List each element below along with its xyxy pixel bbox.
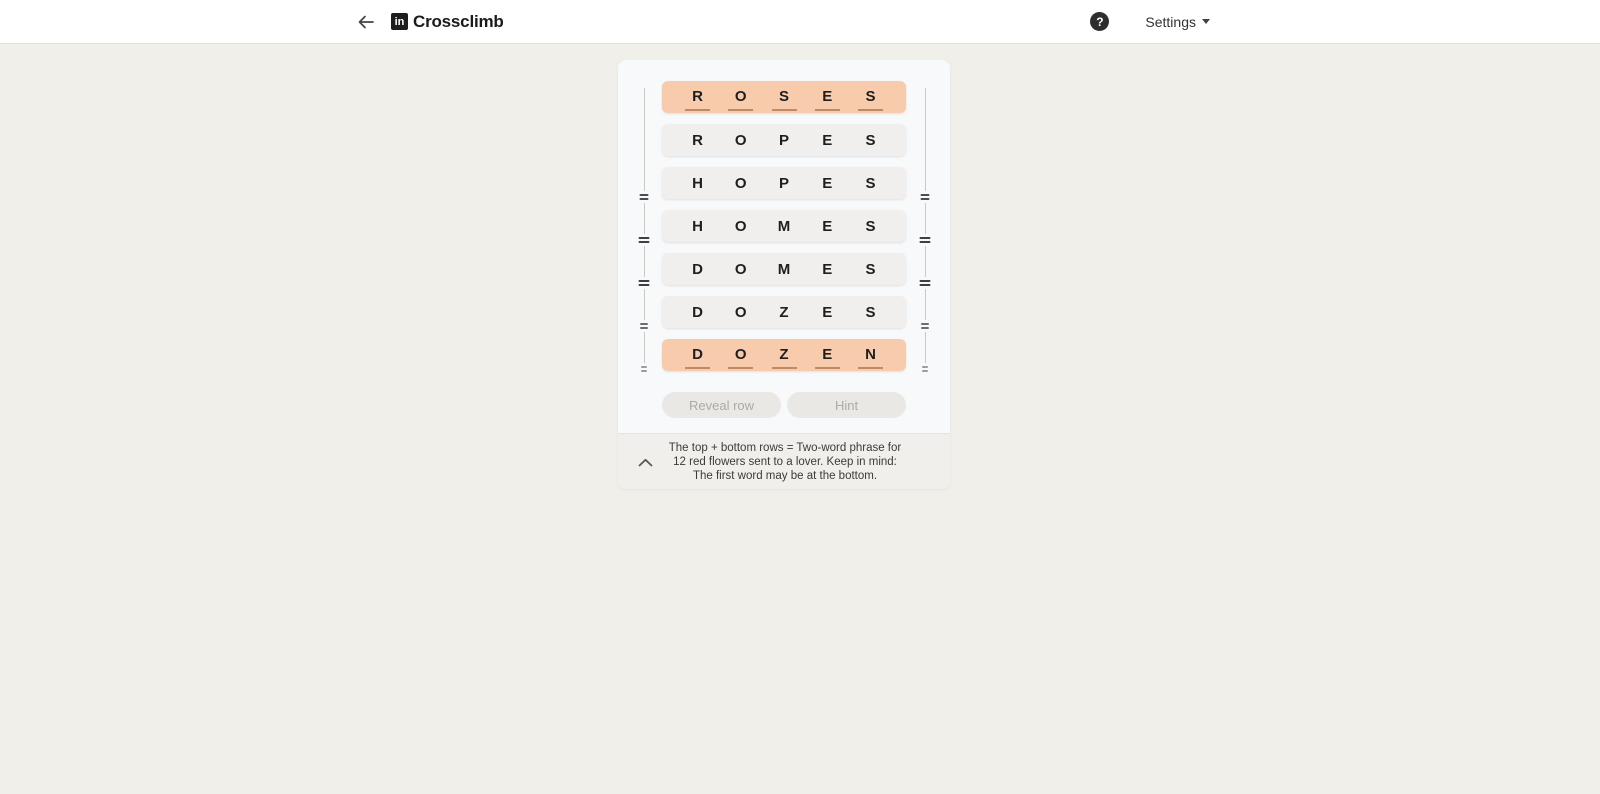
clue-text: The top + bottom rows = Two-word phrase for 12 red flowers sent to a lover. Keep in mind: The first word may be at the bottom. xyxy=(668,442,902,482)
letter-cell: O xyxy=(728,84,753,111)
word-row[interactable] xyxy=(662,296,906,328)
word-row-bottom[interactable] xyxy=(662,339,906,371)
letter-cell: E xyxy=(822,217,833,235)
letter-cell: Z xyxy=(772,342,797,369)
left-rail xyxy=(638,88,651,365)
header-right-group xyxy=(1090,12,1210,31)
letter-cell: S xyxy=(865,260,876,278)
linkedin-logo-icon: in xyxy=(391,13,408,30)
letter-cell: D xyxy=(692,303,703,321)
letter-cell: R xyxy=(692,131,703,149)
letter-cell: S xyxy=(772,84,797,111)
settings-label: Settings xyxy=(1145,13,1196,30)
clue-panel xyxy=(618,433,950,489)
letter-cell: N xyxy=(858,342,883,369)
right-rail xyxy=(919,88,932,365)
letter-cell: E xyxy=(822,303,833,321)
chevron-up-icon xyxy=(638,458,653,467)
letter-cell: R xyxy=(685,84,710,111)
word-row[interactable] xyxy=(662,253,906,285)
equals-icon xyxy=(640,320,648,332)
settings-menu-button[interactable] xyxy=(1145,14,1210,30)
letter-cell: O xyxy=(734,260,747,278)
letter-cell: H xyxy=(692,217,703,235)
help-icon[interactable]: ? xyxy=(1090,12,1109,31)
letter-cell: S xyxy=(865,217,876,235)
back-button[interactable] xyxy=(354,10,378,34)
equals-icon xyxy=(639,277,650,289)
top-bar xyxy=(0,0,1600,44)
header-left-group xyxy=(354,10,504,34)
word-row[interactable] xyxy=(662,124,906,156)
word-row-top[interactable] xyxy=(662,81,906,113)
equals-icon xyxy=(641,363,647,375)
word-row[interactable] xyxy=(662,210,906,242)
equals-icon xyxy=(922,363,928,375)
letter-cell: O xyxy=(728,342,753,369)
crossclimb-game-card xyxy=(618,60,950,489)
letter-cell: O xyxy=(734,217,747,235)
page-title: Crossclimb xyxy=(413,11,504,31)
equals-icon xyxy=(920,234,931,246)
letter-cell: P xyxy=(778,131,789,149)
letter-cell: D xyxy=(692,260,703,278)
letter-cell: E xyxy=(815,342,840,369)
letter-cell: S xyxy=(858,84,883,111)
letter-cell: E xyxy=(815,84,840,111)
equals-icon xyxy=(921,320,929,332)
letter-cell: P xyxy=(778,174,789,192)
letter-cell: O xyxy=(734,303,747,321)
letter-cell: E xyxy=(822,131,833,149)
equals-icon xyxy=(921,191,930,203)
letter-cell: Z xyxy=(779,303,789,321)
letter-cell: S xyxy=(865,131,876,149)
arrow-left-icon xyxy=(356,12,376,32)
letter-cell: M xyxy=(777,217,791,235)
equals-icon xyxy=(640,191,649,203)
equals-icon xyxy=(639,234,650,246)
reveal-row-button[interactable]: Reveal row xyxy=(662,392,781,418)
letter-cell: S xyxy=(865,174,876,192)
letter-cell: D xyxy=(685,342,710,369)
chevron-down-icon xyxy=(1202,19,1210,24)
hint-button[interactable]: Hint xyxy=(787,392,906,418)
letter-cell: S xyxy=(865,303,876,321)
collapse-clue-button[interactable] xyxy=(634,452,656,472)
letter-cell: E xyxy=(822,174,833,192)
equals-icon xyxy=(920,277,931,289)
letter-cell: O xyxy=(734,131,747,149)
letter-cell: H xyxy=(692,174,703,192)
word-row[interactable] xyxy=(662,167,906,199)
letter-cell: M xyxy=(777,260,791,278)
letter-cell: O xyxy=(734,174,747,192)
letter-cell: E xyxy=(822,260,833,278)
